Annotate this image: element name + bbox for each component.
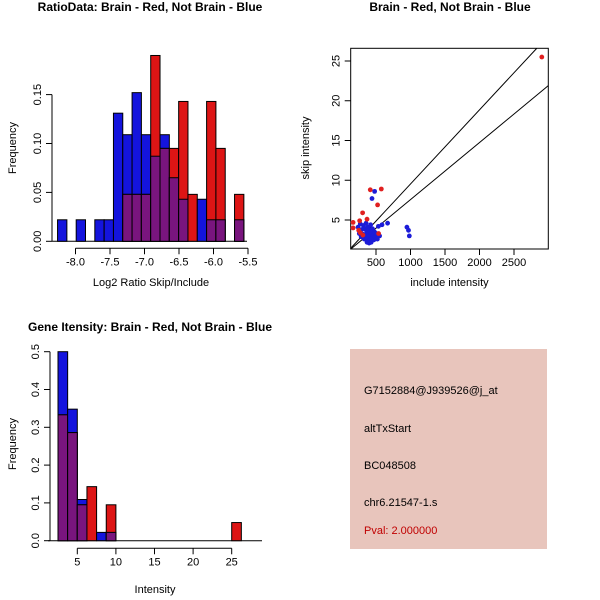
notbrain-point [385, 221, 390, 226]
brain-point [368, 187, 373, 192]
x-tick-label: 10 [109, 556, 123, 569]
brain-point [351, 226, 356, 231]
hist-bar-overlap [151, 156, 160, 241]
hist-bar-overlap [235, 220, 244, 242]
notbrain-point [376, 224, 381, 229]
hist-bar-overlap [207, 220, 216, 242]
notbrain-point [406, 228, 411, 233]
y-tick-label: 10 [330, 174, 343, 187]
hist-bar-overlap [216, 220, 225, 242]
hist-bar-overlap [141, 194, 150, 241]
y-tick-label: 0.05 [32, 181, 44, 204]
y-tick-label: 0.3 [30, 419, 42, 435]
hist-bar-blue [104, 220, 113, 242]
brain-point [376, 231, 381, 236]
probe-id-label: G7152884@J939526@j_at [364, 385, 498, 397]
accession-label: BC048508 [364, 460, 416, 472]
brain-point [375, 202, 380, 207]
y-tick-label: 15 [330, 134, 343, 147]
hist-bar-red [87, 487, 97, 541]
x-tick-label: 2500 [501, 257, 527, 269]
scatter-xlabel: include intensity [410, 277, 489, 289]
brain-point [360, 233, 365, 238]
brain-point [539, 55, 544, 60]
hist-bar-overlap [160, 148, 169, 241]
y-tick-label: 0.10 [32, 132, 44, 155]
hist-bar-overlap [68, 433, 78, 541]
hist-bar-blue [58, 220, 67, 242]
scatter-ylabel: skip intensity [300, 116, 312, 180]
y-tick-label: 25 [330, 54, 343, 68]
notbrain-point [370, 196, 375, 201]
hist-bar-overlap [58, 415, 68, 541]
x-tick-label: 500 [366, 257, 386, 269]
hist-bar-red [188, 194, 197, 241]
x-tick-label: -7.5 [100, 256, 120, 269]
ratio-histogram-plot [32, 55, 257, 268]
gene-histogram-title: Gene Itensity: Brain - Red, Not Brain - Blue [27, 320, 273, 334]
x-tick-label: 25 [225, 556, 238, 569]
gene-histogram-xlabel: Intensity [134, 584, 176, 596]
gene-intensity-histogram-plot [30, 344, 262, 568]
y-tick-label: 0.0 [30, 533, 42, 549]
hist-bar-overlap [77, 505, 87, 541]
y-tick-label: 0.1 [30, 495, 42, 511]
gene-info-panel [350, 349, 547, 549]
hist-bar-blue [113, 113, 122, 241]
notbrain-point [365, 240, 370, 245]
y-tick-label: 5 [330, 216, 343, 224]
y-tick-label: 0.4 [30, 381, 42, 398]
pval-label: Pval: 2.000000 [364, 525, 438, 537]
gene-histogram-ylabel: Frequency [7, 418, 19, 470]
brain-fit-line [351, 48, 537, 247]
x-tick-label: 1000 [398, 257, 423, 269]
x-tick-label: 20 [186, 556, 200, 569]
x-tick-label: 15 [148, 556, 161, 569]
notbrain-point [407, 234, 412, 239]
x-tick-label: -7.0 [135, 256, 154, 269]
brain-point [351, 220, 356, 225]
x-tick-label: 2000 [467, 257, 492, 269]
x-tick-label: -6.5 [169, 256, 189, 269]
hist-bar-red [232, 523, 242, 541]
brain-point [379, 187, 384, 192]
hist-bar-overlap [179, 199, 188, 241]
x-tick-label: -6.0 [204, 256, 223, 269]
hist-bar-overlap [123, 194, 132, 241]
ratio-histogram-title: RatioData: Brain - Red, Not Brain - Blue [37, 0, 263, 14]
brain-point [357, 218, 362, 223]
intensity-scatter-plot [331, 48, 549, 269]
brain-point [365, 217, 370, 222]
ratio-histogram-ylabel: Frequency [7, 122, 19, 174]
plot-box [351, 48, 549, 249]
notbrain-point [369, 240, 374, 245]
hist-bar-blue [76, 220, 85, 242]
hist-bar-blue [97, 532, 107, 540]
hist-bar-blue [95, 220, 104, 242]
y-tick-label: 0.15 [32, 83, 44, 106]
hist-bar-overlap [106, 532, 116, 540]
x-tick-label: -5.5 [238, 256, 258, 269]
y-tick-label: 0.5 [30, 344, 42, 360]
x-tick-label: 5 [74, 556, 81, 569]
y-tick-label: 20 [330, 94, 343, 107]
y-tick-label: 0.2 [30, 457, 42, 473]
scatter-title: Brain - Red, Not Brain - Blue [369, 0, 531, 14]
brain-point [360, 210, 365, 215]
notbrain-point [372, 189, 377, 194]
hist-bar-blue [197, 199, 206, 241]
x-tick-label: 1500 [432, 257, 458, 269]
event-type-label: altTxStart [364, 423, 412, 435]
ratio-histogram-xlabel: Log2 Ratio Skip/Include [92, 277, 210, 289]
y-tick-label: 0.00 [32, 230, 44, 253]
hist-bar-overlap [169, 178, 178, 242]
locus-label: chr6.21547-1.s [364, 497, 438, 509]
x-tick-label: -8.0 [66, 256, 85, 269]
hist-bar-overlap [132, 194, 141, 241]
